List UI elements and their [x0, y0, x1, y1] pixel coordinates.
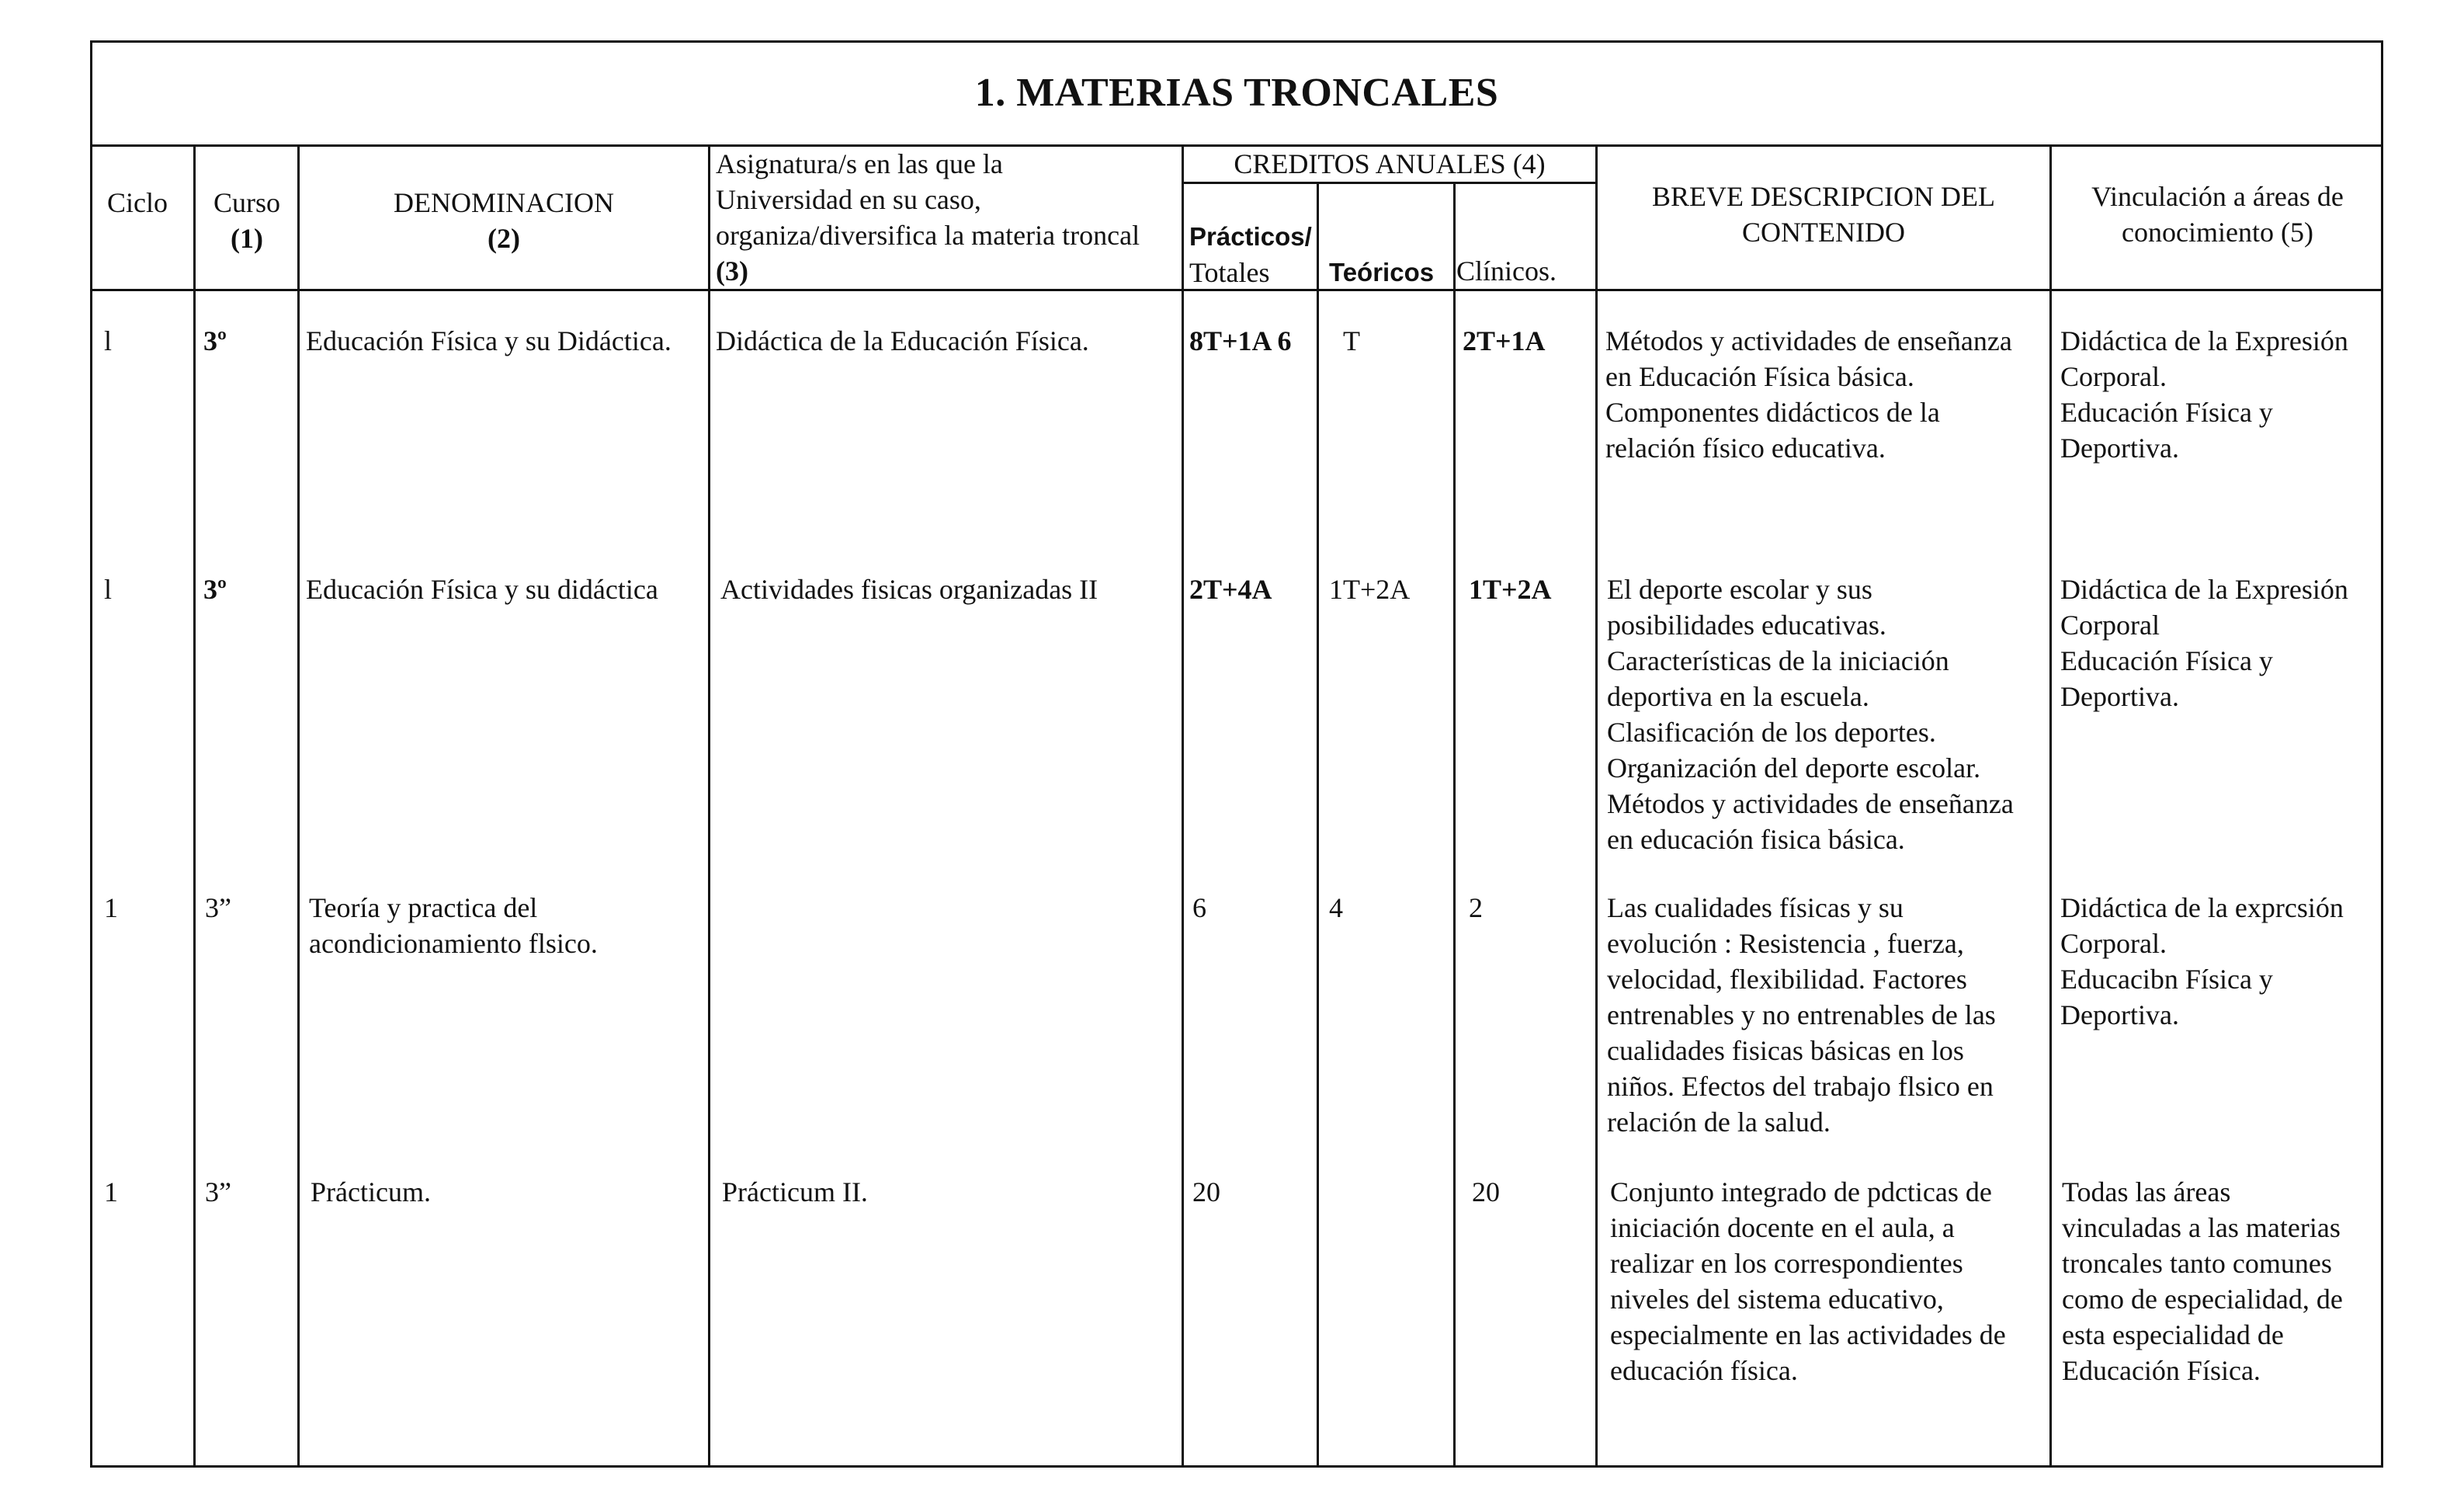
cell-practicos: 2T+4A	[1189, 574, 1272, 605]
cell-line: Características de la iniciación	[1607, 645, 1949, 676]
header-vinculacion	[2052, 179, 2383, 250]
header-denominacion-note: (2)	[488, 223, 520, 254]
cell-line: velocidad, flexibilidad. Factores	[1607, 964, 1967, 995]
cell-line: relación de la salud.	[1607, 1107, 1831, 1138]
cell-descripcion	[1607, 572, 2014, 857]
header-curso	[196, 185, 298, 256]
creditos-header-rule	[1182, 182, 1598, 184]
cell-line: Didáctica de la exprcsión	[2060, 892, 2344, 923]
cell-line: Deportiva.	[2060, 433, 2179, 464]
cell-line: Educación Física y su didáctica	[306, 574, 658, 605]
cell-line: Corporal.	[2060, 928, 2167, 959]
cell-line: niveles del sistema educativo,	[1610, 1284, 1944, 1315]
header-asignatura-line1: Asignatura/s en las que la	[716, 148, 1003, 179]
cell-ciclo: 1	[104, 892, 118, 923]
cell-line: entrenables y no entrenables de las	[1607, 999, 1996, 1030]
cell-denominacion	[311, 1174, 431, 1210]
column-divider	[708, 144, 710, 1465]
cell-line: relación físico educativa.	[1605, 433, 1886, 464]
page-title: 1. MATERIAS TRONCALES	[974, 70, 1499, 115]
cell-descripcion	[1605, 323, 2012, 466]
cell-ciclo: 1	[104, 1176, 118, 1207]
cell-line: vinculadas a las materias	[2062, 1212, 2341, 1243]
header-denominacion-label: DENOMINACION	[394, 187, 614, 218]
cell-line: evolución : Resistencia , fuerza,	[1607, 928, 1964, 959]
cell-line: troncales tanto comunes	[2062, 1248, 2332, 1279]
header-descripcion-line2: CONTENIDO	[1742, 217, 1905, 248]
cell-practicos: 6	[1192, 892, 1206, 923]
header-clinicos: Clínicos.	[1456, 255, 1557, 287]
cell-line: Educación Física y	[2060, 397, 2273, 428]
header-curso-note: (1)	[231, 223, 263, 254]
cell-line: cualidades fisicas básicas en los	[1607, 1035, 1964, 1066]
cell-line: en educación fisica básica.	[1607, 824, 1905, 855]
cell-line: deportiva en la escuela.	[1607, 681, 1869, 712]
header-creditos: CREDITOS ANUALES (4)	[1234, 148, 1546, 179]
header-asignatura	[716, 146, 1140, 289]
cell-line: El deporte escolar y sus	[1607, 574, 1872, 605]
column-divider	[1317, 182, 1319, 1465]
cell-line: en Educación Física básica.	[1605, 361, 1914, 392]
cell-line: Educación Física.	[2062, 1355, 2261, 1386]
cell-line: Actividades fisicas organizadas II	[720, 574, 1098, 605]
cell-line: como de especialidad, de	[2062, 1284, 2343, 1315]
column-divider	[1595, 144, 1598, 1465]
cell-practicos: 20	[1192, 1176, 1220, 1207]
cell-asignatura	[722, 1174, 868, 1210]
cell-curso: 3º	[203, 574, 227, 605]
cell-line: Las cualidades físicas y su	[1607, 892, 1904, 923]
cell-descripcion	[1607, 890, 1996, 1140]
cell-line: iniciación docente en el aula, a	[1610, 1212, 1955, 1243]
cell-line: Todas las áreas	[2062, 1176, 2231, 1207]
cell-line: Clasificación de los deportes.	[1607, 717, 1936, 748]
cell-ciclo: l	[104, 574, 113, 605]
header-asignatura-line2: Universidad en su caso,	[716, 184, 981, 215]
table-bottom-rule	[90, 1465, 2383, 1468]
cell-line: Métodos y actividades de enseñanza	[1607, 788, 2014, 819]
cell-line: Métodos y actividades de enseñanza	[1605, 325, 2012, 356]
cell-vinculacion	[2062, 1174, 2343, 1388]
cell-line: Prácticum II.	[722, 1176, 868, 1207]
cell-descripcion	[1610, 1174, 2006, 1388]
cell-clinicos: 2T+1A	[1463, 325, 1546, 356]
cell-line: Organización del deporte escolar.	[1607, 752, 1981, 783]
cell-line: posibilidades educativas.	[1607, 610, 1886, 641]
cell-line: Componentes didácticos de la	[1605, 397, 1940, 428]
header-practicos-line2: Totales	[1189, 257, 1270, 288]
cell-clinicos: 1T+2A	[1469, 574, 1552, 605]
column-divider	[1453, 182, 1456, 1465]
column-divider	[297, 144, 300, 1465]
header-practicos	[1189, 219, 1312, 290]
cell-asignatura	[716, 323, 1089, 359]
cell-line: Conjunto integrado de pdcticas de	[1610, 1176, 1992, 1207]
cell-clinicos: 20	[1472, 1176, 1500, 1207]
cell-line: educación física.	[1610, 1355, 1798, 1386]
cell-vinculacion	[2060, 890, 2344, 1033]
cell-line: Corporal.	[2060, 361, 2167, 392]
cell-line: Educacibn Física y	[2060, 964, 2273, 995]
cell-clinicos: 2	[1469, 892, 1483, 923]
cell-denominacion	[306, 572, 658, 607]
header-descripcion-line1: BREVE DESCRIPCION DEL	[1651, 181, 1996, 212]
column-divider	[1182, 144, 1184, 1465]
cell-curso: 3”	[205, 1176, 231, 1207]
header-practicos-line1: Prácticos/	[1189, 222, 1312, 251]
header-denominacion	[300, 185, 708, 256]
cell-asignatura	[720, 572, 1098, 607]
cell-line: Teoría y practica del	[309, 892, 538, 923]
header-teoricos: Teóricos	[1329, 258, 1435, 287]
cell-teoricos: T	[1343, 325, 1360, 356]
cell-line: Corporal	[2060, 610, 2160, 641]
cell-line: Didáctica de la Educación Física.	[716, 325, 1089, 356]
cell-teoricos: 4	[1329, 892, 1343, 923]
header-curso-label: Curso	[213, 187, 280, 218]
cell-line: esta especialidad de	[2062, 1319, 2284, 1350]
cell-curso: 3”	[205, 892, 231, 923]
cell-line: Prácticum.	[311, 1176, 431, 1207]
cell-line: Educación Física y	[2060, 645, 2273, 676]
cell-line: niños. Efectos del trabajo flsico en	[1607, 1071, 1994, 1102]
cell-practicos: 8T+1A 6	[1189, 325, 1292, 356]
header-descripcion	[1598, 179, 2049, 250]
cell-line: realizar en los correspondientes	[1610, 1248, 1963, 1279]
cell-denominacion	[309, 890, 598, 961]
header-asignatura-note: (3)	[716, 255, 748, 287]
cell-line: Deportiva.	[2060, 999, 2179, 1030]
cell-vinculacion	[2060, 572, 2348, 714]
cell-curso: 3º	[203, 325, 227, 356]
cell-line: Didáctica de la Expresión	[2060, 325, 2348, 356]
cell-teoricos: 1T+2A	[1329, 574, 1411, 605]
cell-line: Didáctica de la Expresión	[2060, 574, 2348, 605]
header-vinculacion-line1: Vinculación a áreas de	[2091, 181, 2344, 212]
cell-vinculacion	[2060, 323, 2348, 466]
header-ciclo: Ciclo	[107, 187, 168, 218]
cell-ciclo: l	[104, 325, 113, 356]
cell-line: Deportiva.	[2060, 681, 2179, 712]
header-vinculacion-line2: conocimiento (5)	[2122, 217, 2313, 248]
cell-denominacion	[306, 323, 672, 359]
cell-line: acondicionamiento flsico.	[309, 928, 598, 959]
cell-line: especialmente en las actividades de	[1610, 1319, 2006, 1350]
column-divider	[193, 144, 196, 1465]
header-asignatura-line3: organiza/diversifica la materia troncal	[716, 220, 1140, 251]
cell-line: Educación Física y su Didáctica.	[306, 325, 672, 356]
column-divider	[2049, 144, 2052, 1465]
